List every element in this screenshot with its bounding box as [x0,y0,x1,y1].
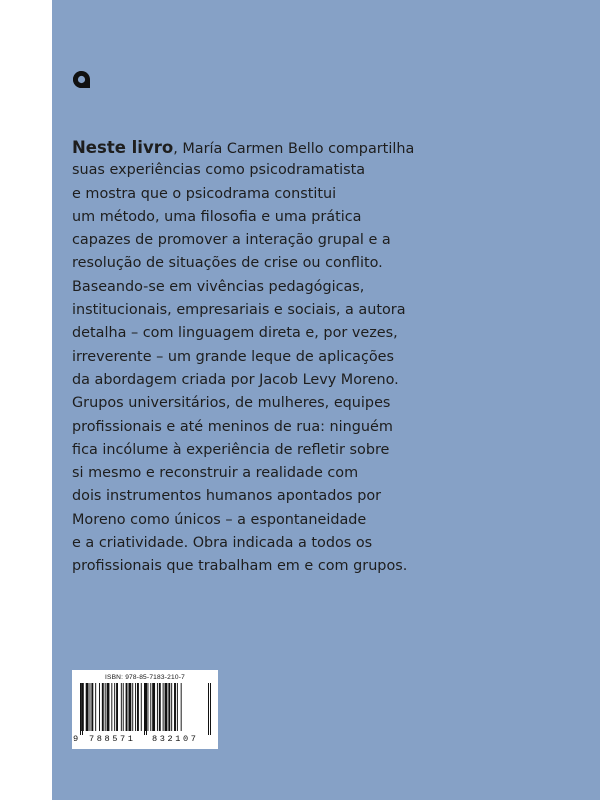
barcode-guard-bar [144,683,145,735]
blurb-line: um método, uma filosofia e uma prática [72,208,362,225]
barcode-bar [181,683,182,731]
barcode-bar [116,683,118,731]
barcode-bar [91,683,93,731]
blurb-line: Grupos universitários, de mulheres, equipes [72,395,391,412]
barcode-guard-bar [208,683,209,735]
blurb-line: profissionais que trabalham em e com grupos. [72,558,408,575]
barcode-bar [95,683,96,731]
isbn-label: ISBN: 978-85-7183-210-7 [104,674,186,681]
barcode-digit-lead: 9 [73,734,79,744]
barcode-guard-bar [80,683,81,735]
barcode-bar [107,683,110,731]
barcode-bar [132,683,133,731]
blurb-line: irreverente – um grande leque de aplicações [72,348,395,365]
barcode-guard-bar [82,683,83,735]
barcode-bar [174,683,176,731]
barcode-bar [135,683,136,731]
barcode-bar [111,683,112,731]
blurb-line: profissionais e até meninos de rua: ninguém [72,418,393,435]
barcode-bar [123,683,124,731]
barcode-bar [128,683,131,731]
barcode-bar [114,683,115,731]
barcode-bar [150,683,151,731]
blurb-line: resolução de situações de crise ou conflito. [72,255,383,272]
blurb-line: da abordagem criada por Jacob Levy Moreno. [72,371,399,388]
blurb-line: suas experiências como psicodramatista [72,162,366,179]
barcode-bar [102,683,104,731]
blurb-line-1 [72,136,552,159]
blurb-lead: Neste livro [72,138,174,157]
blurb-line-1-text: , María Carmen Bello compartilha [173,141,415,157]
blurb-line: si mesmo e reconstruir a realidade com [72,465,359,482]
barcode-bar [171,683,172,731]
barcode-bar [86,683,89,731]
blurb-line: Moreno como únicos – a espontaneidade [72,511,367,528]
blurb-line: Baseando-se em vivências pedagógicas, [72,278,365,295]
blurb-line: e mostra que o psicodrama constitui [72,185,337,202]
barcode-guard-bar [210,683,211,735]
barcode-bar [168,683,170,731]
barcode-bar [105,683,106,731]
barcode-guard-bar [146,683,147,735]
barcode-bar [159,683,161,731]
blurb-line: detalha – com linguagem direta e, por vezes, [72,325,398,342]
barcode-bar [126,683,128,731]
barcode-bar [99,683,100,731]
blurb-line: dois instrumentos humanos apontados por [72,488,382,505]
barcode-bars [80,683,212,735]
publisher-logo-icon [72,70,91,89]
blurb-line: institucionais, empresariais e sociais, a autora [72,302,406,319]
barcode-digits-right: 832107 [152,734,199,744]
barcode-bar [141,683,142,731]
barcode-bar [157,683,158,731]
barcode-box [72,670,218,749]
blurb-line: e a criatividade. Obra indicada a todos os [72,535,373,552]
barcode-bar [163,683,164,731]
barcode-digits-left: 788571 [89,734,136,744]
back-cover-blurb [72,136,552,579]
barcode-bar [177,683,178,731]
barcode-bar [147,683,148,731]
barcode-bar [121,683,122,731]
barcode-bar [137,683,139,731]
blurb-line: capazes de promover a interação grupal e a [72,232,391,249]
barcode-bar [165,683,168,731]
barcode-bar [152,683,155,731]
barcode-bar [90,683,91,731]
blurb-line: fica incólume à experiência de refletir sobre [72,441,390,458]
